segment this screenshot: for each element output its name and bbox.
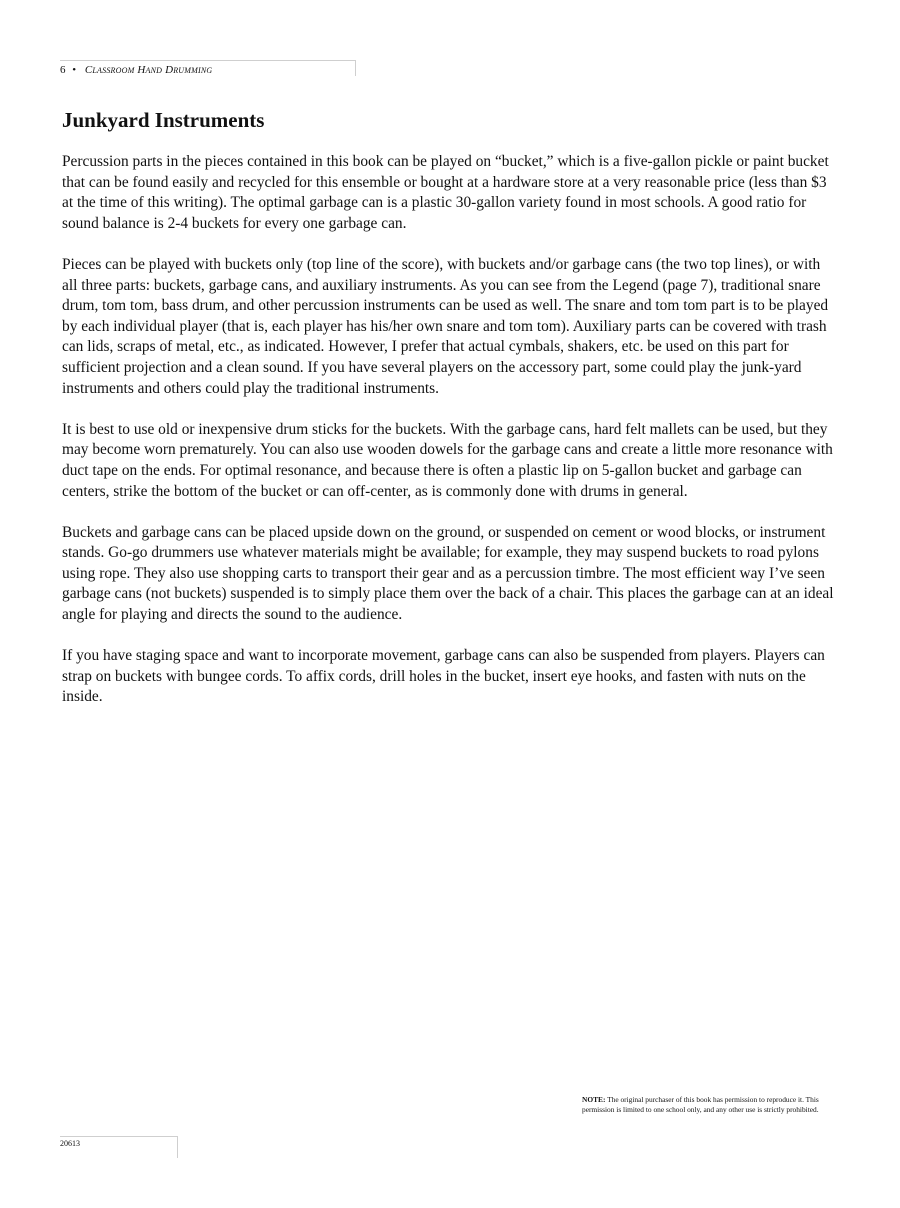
paragraph: If you have staging space and want to incorporate movement, garbage cans can also be suspended from players. Players can strap on buckets with bungee cords. To affix cords, drill holes in the bucket, insert eye hooks, and fasten with nuts on the inside. xyxy=(62,647,825,706)
note-label: NOTE: xyxy=(582,1095,606,1104)
paragraph: Percussion parts in the pieces contained in this book can be played on “bucket,” which is a five-gallon pickle or paint bucket that can be found easily and recycled for this ensemble or bought at a hardware store at a very reasonable price (less than $3 at the time of this writing). The optimal garbage can is a plastic 30-gallon variety found in most schools. A good ratio for sound balance is 2-4 buckets for every one garbage can. xyxy=(62,153,829,232)
paragraph: Pieces can be played with buckets only (top line of the score), with buckets and/or garbage cans (the two top lines), or with all three parts: buckets, garbage cans, and auxiliary instruments. As you can see from the Legend (page 7), traditional snare drum, tom tom, bass drum, and other percussion instruments can be used as well. The snare and tom tom part is to be played by each individual player (that is, each player has his/her own snare and tom tom). Auxiliary parts can be covered with trash can lids, scraps of metal, etc., as indicated. However, I prefer that actual cymbals, shakers, etc. be used on this part for sufficient projection and a clean sound. If you have several players on the accessory part, some could play the junk-yard instruments and others could play the traditional instruments. xyxy=(62,255,829,397)
section-title: Junkyard Instruments xyxy=(62,108,265,132)
book-title: Classroom Hand Drumming xyxy=(84,64,213,76)
paragraph: Buckets and garbage cans can be placed upside down on the ground, or suspended on cement or wood blocks, or instrument stands. Go-go drummers use whatever materials might be available; for example, they may suspend buckets to road pylons using rope. They also use shopping carts to transport their gear and as a percussion timbre. The most efficient way I’ve seen garbage cans (not buckets) suspended is to simply place them over the back of a chair. This places the garbage can at an ideal angle for playing and directs the sound to the audience. xyxy=(62,523,834,624)
permission-note xyxy=(582,1095,840,1115)
note-text: The original purchaser of this book has permission to reproduce it. This permission is limited to one school only, and any other use is strictly prohibited. xyxy=(582,1095,819,1114)
paragraph: It is best to use old or inexpensive drum sticks for the buckets. With the garbage cans, hard felt mallets can be used, but they may become worn prematurely. You can also use wooden dowels for the garbage cans and create a little more resonance with duct tape on the ends. For optimal resonance, and because there is often a plastic lip on 5-gallon bucket and garbage can centers, strike the bottom of the bucket or can off-center, as is commonly done with drums in general. xyxy=(62,420,833,500)
header-separator: • xyxy=(72,64,77,76)
section-body xyxy=(62,152,838,729)
running-head xyxy=(60,60,356,76)
page-number: 6 xyxy=(60,64,66,76)
footer-code: 20613 xyxy=(60,1136,178,1158)
